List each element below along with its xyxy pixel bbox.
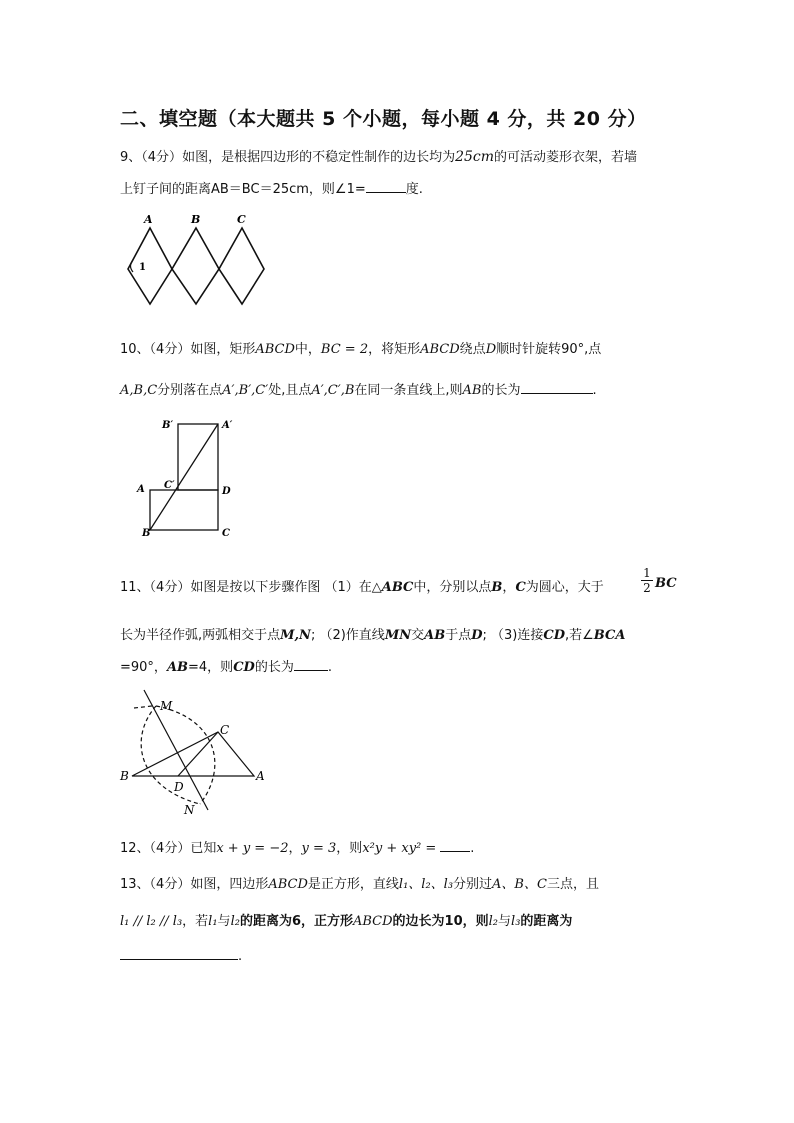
q9-answer-blank[interactable] [366, 180, 406, 193]
q9-number: 9、 [120, 150, 142, 165]
q10-line1 [120, 338, 601, 357]
q10-math: ABCD [420, 342, 460, 357]
rhombus-1 [128, 228, 172, 304]
label-D: D [222, 486, 231, 497]
q13-answer-blank[interactable] [120, 947, 238, 960]
q13-math: l₁、l₂、l₃ [398, 877, 454, 892]
q10-text: ，将矩形 [368, 342, 421, 357]
label-C-prime: C′ [164, 480, 175, 491]
label-B: B [142, 528, 151, 539]
q11-text: . [327, 660, 332, 675]
q11-text: =90°， [120, 660, 167, 675]
q10-number: 10、 [120, 342, 150, 357]
q9-text: 上钉子间的距离AB＝BC＝25cm，则∠1= [120, 182, 366, 197]
label-A-prime: A′ [222, 420, 233, 431]
q10-text: . [592, 383, 597, 398]
q11-line1 [120, 576, 604, 595]
q10-math: A′,C′,B [311, 383, 355, 398]
q9-text: 如图，是根据四边形的不稳定性制作的边长均为 [182, 150, 456, 165]
q13-math: ABCD [352, 914, 393, 929]
q11-text: 为圆心，大于 [525, 580, 604, 595]
q11-math: B [491, 580, 503, 595]
q13-math: l₃ [511, 914, 521, 929]
q12-text: ， [288, 841, 302, 856]
q10-text: 绕点 [459, 342, 486, 357]
q10-text: 顺时针旋转90°,点 [496, 342, 602, 357]
line-B-A-prime [150, 424, 218, 530]
q11-text: 中，分别以点 [413, 580, 492, 595]
q13-math: l₂ [230, 914, 240, 929]
fraction-denominator: 2 [643, 581, 651, 595]
q9-length: 25cm [455, 149, 495, 165]
q10-math: A′,B′,C′ [222, 383, 269, 398]
q13-math: l₁ [208, 914, 218, 929]
q10-math: D [485, 342, 497, 357]
label-B: B [191, 213, 201, 226]
q13-number: 13、 [120, 877, 150, 892]
q11-text: ， [502, 580, 516, 595]
label-N: N [184, 803, 195, 817]
q10-text: 处,且点 [268, 383, 312, 398]
q9-text: 的可活动菱形衣架，若墙 [494, 150, 638, 165]
q11-text: ; （2)作直线 [310, 628, 385, 643]
q13-math: A、B、C [492, 877, 547, 892]
label-M: M [160, 699, 173, 713]
q13-text: 的距离为 [520, 914, 573, 929]
label-D: D [174, 780, 184, 794]
q9-text: 度. [405, 182, 423, 197]
section-title: 二、填空题（本大题共 5 个小题，每小题 4 分，共 20 分） [120, 108, 647, 130]
q11-text: ,若∠ [564, 628, 594, 643]
label-C: C [220, 723, 230, 737]
q13-text: 如图，四边形 [190, 877, 269, 892]
q13-text: 与 [498, 914, 512, 929]
q11-text: 交 [411, 628, 425, 643]
q12-score: （4分） [149, 841, 191, 856]
label-C: C [222, 528, 230, 539]
q13-text: 分别过 [453, 877, 493, 892]
q9-score: （4分） [141, 150, 183, 165]
label-B: B [120, 769, 129, 783]
q11-score: （4分） [149, 580, 191, 595]
q12-line [120, 837, 474, 856]
q12-text: 已知 [190, 841, 217, 856]
q10-math: A,B,C [120, 383, 158, 398]
q10-answer-blank[interactable] [521, 381, 593, 394]
q11-fraction [641, 566, 653, 595]
q11-text: 的长为 [254, 660, 294, 675]
q11-text: 于点 [445, 628, 472, 643]
q11-math: M,N [280, 628, 311, 643]
q13-text: . [238, 949, 243, 964]
q11-line2 [120, 624, 625, 643]
q10-line2 [120, 379, 597, 398]
segment-CD [178, 732, 218, 776]
q11-math: CD [543, 628, 565, 643]
q11-line3 [120, 656, 332, 675]
q10-math: BC = 2 [320, 342, 369, 357]
q12-math: x + y = −2 [216, 841, 289, 856]
q10-text: 的长为 [481, 383, 521, 398]
label-B-prime: B′ [162, 420, 174, 431]
arc-tick-M [134, 706, 152, 708]
q12-math: x²y + xy² = [362, 841, 437, 856]
q10-math: AB [462, 383, 482, 398]
q10-text: 在同一条直线上,则 [354, 383, 463, 398]
q12-math: y = 3 [301, 841, 337, 856]
q9-line2 [120, 178, 423, 197]
q13-math: l₂ [488, 914, 499, 929]
q11-math: ABC [381, 580, 414, 595]
q11-answer-blank[interactable] [294, 658, 328, 671]
q10-math: ABCD [255, 342, 295, 357]
q12-text: . [470, 841, 475, 856]
q11-text: 如图是按以下步骤作图 （1）在△ [190, 580, 382, 595]
triangle-ABC [132, 732, 254, 776]
q12-number: 12、 [120, 841, 150, 856]
angle-label-1: 1 [139, 262, 146, 273]
q9-line1 [120, 146, 637, 165]
q9-figure [124, 208, 274, 308]
label-A: A [137, 484, 145, 495]
q13-score: （4分） [149, 877, 191, 892]
q12-text: ，则 [336, 841, 363, 856]
q10-score: （4分） [149, 342, 191, 357]
q10-text: 分别落在点 [157, 383, 223, 398]
q13-text: 与 [217, 914, 231, 929]
q11-math: BCA [593, 628, 626, 643]
q13-math: l₁ // l₂ // l₃ [120, 914, 183, 929]
q13-text: 的距离为6，正方形 [239, 914, 353, 929]
label-A: A [256, 769, 265, 783]
original-rectangle [150, 490, 218, 530]
label-C: C [237, 213, 246, 226]
q12-answer-blank[interactable] [440, 839, 470, 852]
rhombus-2 [172, 228, 219, 304]
arc-from-B [156, 706, 215, 804]
q10-figure [134, 414, 244, 542]
q11-text: ; （3)连接 [482, 628, 544, 643]
q13-math: ABCD [268, 877, 308, 892]
q11-math: D [471, 628, 483, 643]
q13-text: 的边长为10，则 [392, 914, 489, 929]
q11-text: =4，则 [188, 660, 234, 675]
q11-math: AB [424, 628, 446, 643]
fraction-numerator: 1 [641, 566, 653, 581]
q13-line3 [120, 947, 242, 964]
q13-text: ，若 [182, 914, 209, 929]
q11-math: MN [384, 628, 412, 643]
q13-text: 三点，且 [546, 877, 599, 892]
q13-text: 是正方形，直线 [307, 877, 399, 892]
q11-figure [118, 688, 278, 818]
q11-math: AB [166, 660, 189, 675]
q10-text: 如图，矩形 [190, 342, 256, 357]
q11-math-bc: BC [655, 576, 677, 591]
q11-number: 11、 [120, 580, 150, 595]
q13-line2 [120, 910, 572, 929]
q11-text: 长为半径作弧,两弧相交于点 [120, 628, 281, 643]
q13-line1 [120, 873, 599, 892]
q10-text: 中， [294, 342, 321, 357]
q11-math: C [515, 580, 526, 595]
q11-math: CD [233, 660, 255, 675]
rhombus-3 [219, 228, 264, 304]
label-A: A [144, 213, 153, 226]
